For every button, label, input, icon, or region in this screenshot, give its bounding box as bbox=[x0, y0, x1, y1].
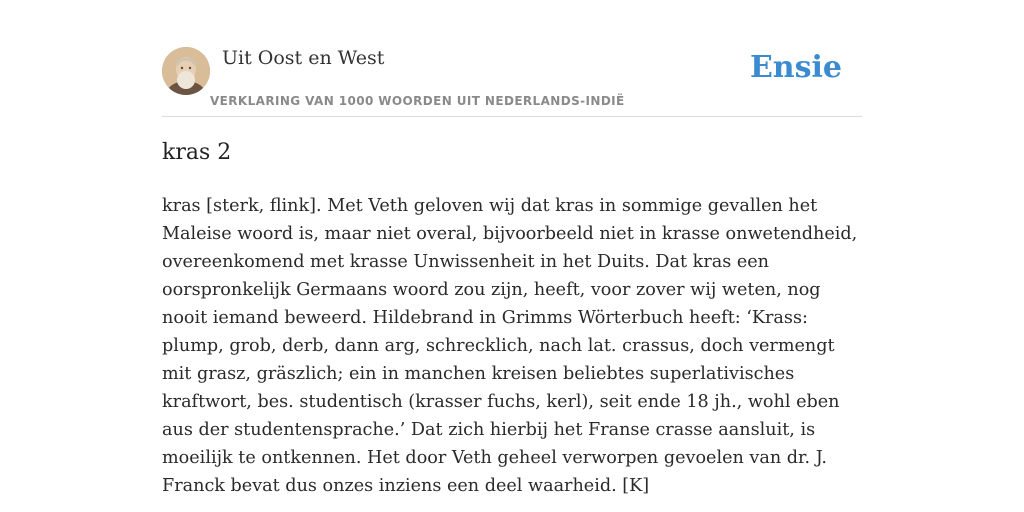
author-avatar[interactable] bbox=[162, 47, 210, 95]
ensie-logo[interactable]: Ensie bbox=[749, 50, 842, 85]
entry-body: kras [sterk, flink]. Met Veth geloven wij dat kras in sommige gevallen het Maleise woord is, maar niet overal, bijvoorbeeld niet in krasse onwetendheid, overeenkomend met krasse Unwissenheit in het Duits. Dat kras een oorspronkelijk Germaans woord zou zijn, heeft, voor zover wij weten, nog nooit iemand beweerd. Hildebrand in Grimms Wörterbuch heeft: ‘Krass: plump, grob, derb, dann arg, schrecklich, nach lat. crassus, doch vermengt mit grasz, gräszlich; ein in manchen kreisen beliebtes superlativisches kraftwort, bes. studentisch (krasser fuchs, kerl), seit ende 18 jh., wohl eben aus der studentensprache.’ Dat zich hierbij het Franse crasse aansluit, is moeilijk te ontkennen. Het door Veth geheel verworpen gevoelen van dr. J. Franck bevat dus onzes inziens een deel waarheid. [K] bbox=[162, 196, 858, 496]
entry-title: kras 2 bbox=[162, 140, 232, 165]
portrait-icon bbox=[162, 47, 210, 95]
source-title[interactable]: Uit Oost en West bbox=[222, 47, 385, 69]
source-subtitle: VERKLARING VAN 1000 WOORDEN UIT NEDERLANDS-INDIË bbox=[210, 94, 625, 108]
source-header bbox=[162, 44, 862, 117]
